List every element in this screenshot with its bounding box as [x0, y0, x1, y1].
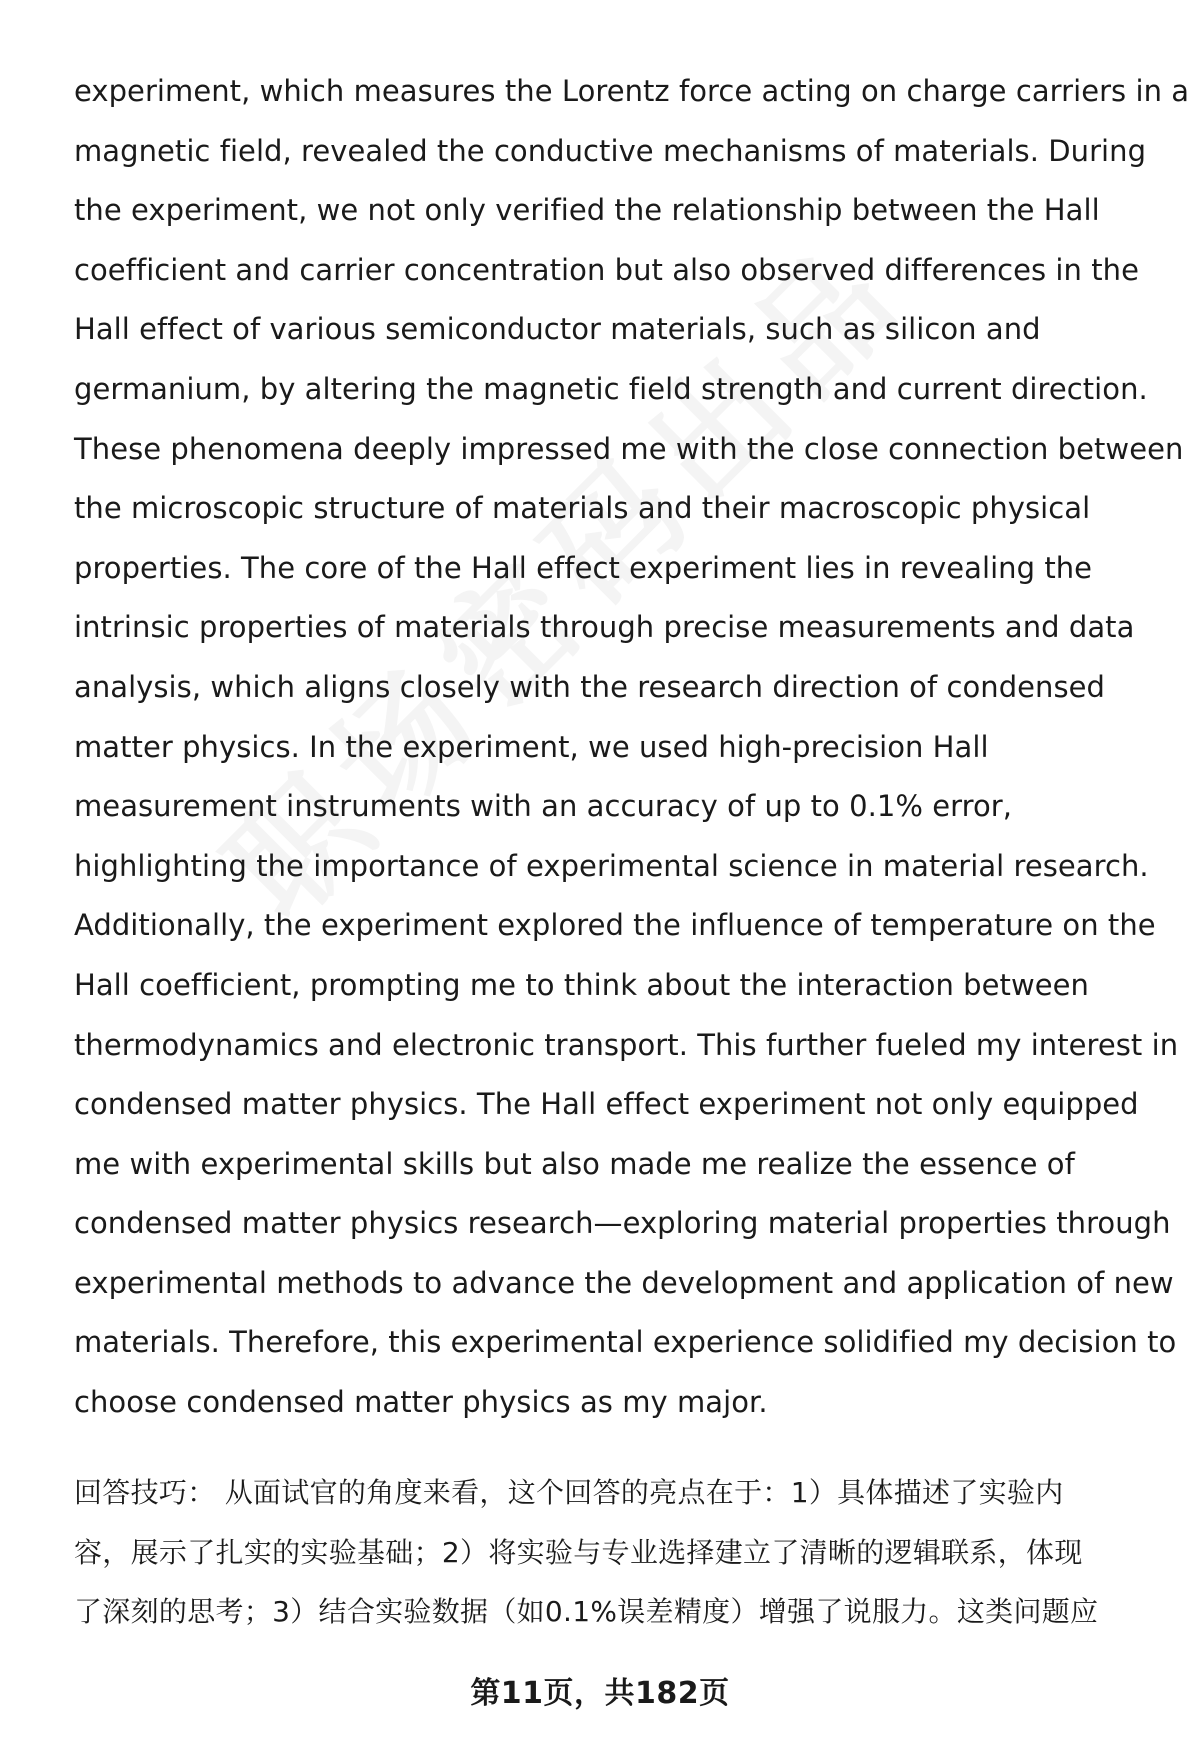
answer-tips [74, 1463, 1154, 1642]
body-line: condensed matter physics research—exploring material properties through [74, 1206, 1171, 1241]
body-line: coefficient and carrier concentration but also observed differences in the [74, 252, 1139, 287]
body-line: properties. The core of the Hall effect experiment lies in revealing the [74, 550, 1093, 585]
body-line: measurement instruments with an accuracy of up to 0.1% error, [74, 789, 1012, 824]
body-line: the experiment, we not only verified the relationship between the Hall [74, 193, 1100, 228]
tips-line: 容，展示了扎实的实验基础；2）将实验与专业选择建立了清晰的逻辑联系，体现 [74, 1535, 1083, 1569]
body-line: highlighting the importance of experimental science in material research. [74, 848, 1149, 883]
body-line: germanium, by altering the magnetic field strength and current direction. [74, 371, 1148, 406]
body-line: intrinsic properties of materials through precise measurements and data [74, 610, 1135, 645]
body-line: These phenomena deeply impressed me with the close connection between [74, 431, 1184, 466]
body-line: choose condensed matter physics as my major. [74, 1385, 768, 1420]
body-line: materials. Therefore, this experimental experience solidified my decision to [74, 1325, 1177, 1360]
body-line: matter physics. In the experiment, we used high-precision Hall [74, 729, 989, 764]
tips-line: 了深刻的思考；3）结合实验数据（如0.1%误差精度）增强了说服力。这类问题应 [74, 1595, 1099, 1629]
body-line: magnetic field, revealed the conductive mechanisms of materials. During [74, 133, 1147, 168]
body-line: Hall effect of various semiconductor materials, such as silicon and [74, 312, 1041, 347]
body-line: condensed matter physics. The Hall effect experiment not only equipped [74, 1087, 1139, 1122]
body-line: the microscopic structure of materials and their macroscopic physical [74, 491, 1091, 526]
body-line: Hall coefficient, prompting me to think about the interaction between [74, 967, 1089, 1002]
tips-line: 回答技巧： 从面试官的角度来看，这个回答的亮点在于：1）具体描述了实验内 [74, 1476, 1064, 1509]
page-number: 第11页，共182页 [470, 1676, 730, 1711]
body-line: me with experimental skills but also made me realize the essence of [74, 1146, 1075, 1181]
body-line: analysis, which aligns closely with the research direction of condensed [74, 669, 1105, 704]
body-line: experiment, which measures the Lorentz force acting on charge carriers in a [74, 74, 1190, 108]
body-line: experimental methods to advance the development and application of new [74, 1265, 1174, 1300]
body-line: Additionally, the experiment explored the influence of temperature on the [74, 908, 1156, 943]
answer-body [74, 62, 1190, 1433]
body-line: thermodynamics and electronic transport. This further fueled my interest in [74, 1027, 1179, 1062]
